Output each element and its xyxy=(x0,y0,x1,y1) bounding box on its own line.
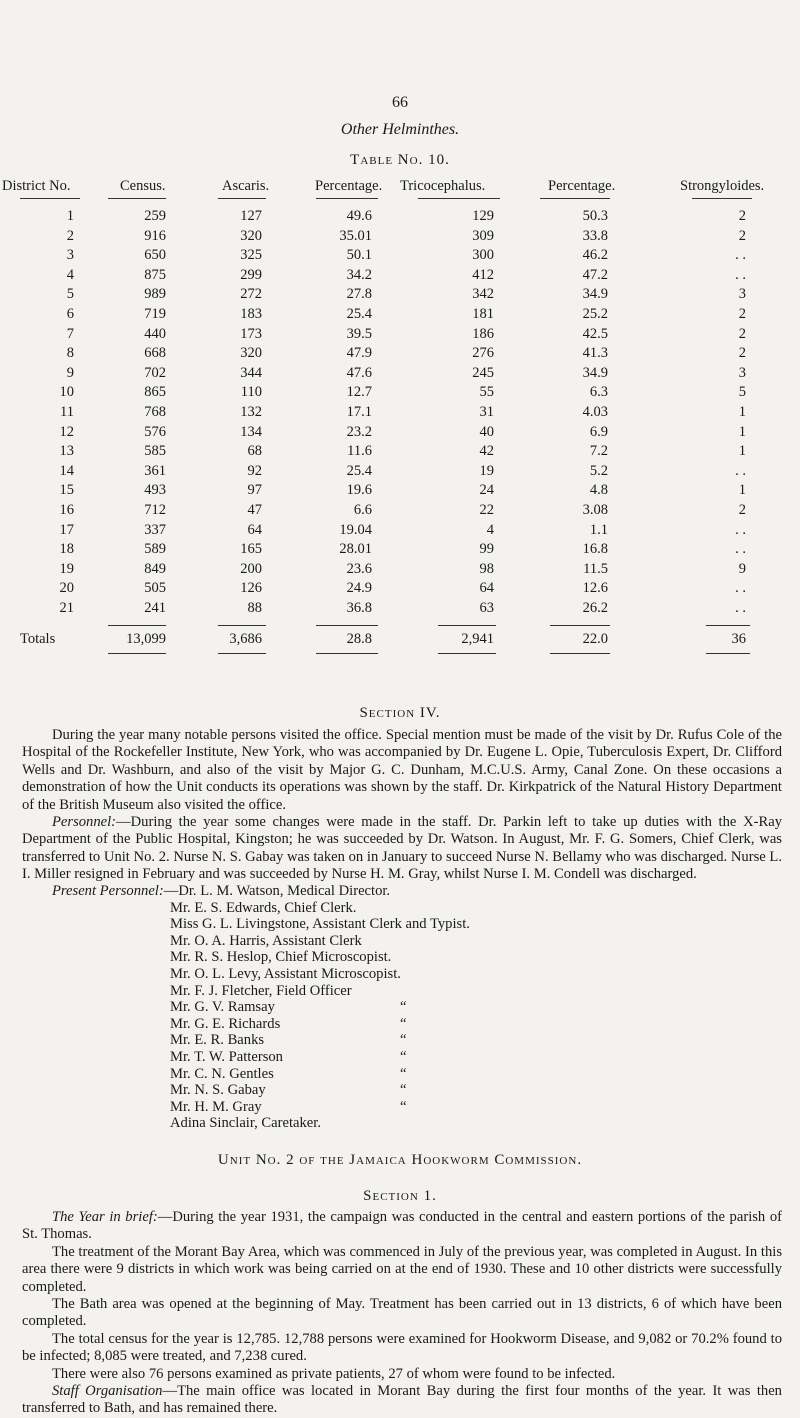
totals-rule-bottom xyxy=(316,653,378,654)
staff-organisation-label: Staff Organisation xyxy=(52,1383,163,1400)
totals-rule xyxy=(316,625,378,626)
staff-member xyxy=(22,1082,782,1099)
table-cell: 55 xyxy=(479,384,494,401)
table-cell: 183 xyxy=(240,305,262,322)
table-cell: 712 xyxy=(144,501,166,518)
table-cell: 2 xyxy=(738,305,746,322)
table-cell: 668 xyxy=(144,345,166,362)
table-cell: 16 xyxy=(59,501,74,518)
staff-member xyxy=(22,999,782,1016)
staff-member xyxy=(22,1049,782,1066)
table-cell: 576 xyxy=(144,423,166,440)
table-cell: 2 xyxy=(66,227,74,244)
table-cell: 276 xyxy=(472,345,494,362)
table-cell: 916 xyxy=(144,227,166,244)
table-header xyxy=(2,176,780,200)
header-rule xyxy=(540,198,610,199)
staff-member-name: Mr. N. S. Gabay xyxy=(170,1082,266,1099)
table-cell: 6.9 xyxy=(589,423,608,440)
staff-member-name: Mr. C. N. Gentles xyxy=(170,1065,274,1082)
table-cell: 589 xyxy=(144,541,166,558)
table-cell: 11.6 xyxy=(347,443,372,460)
table-cell: 42.5 xyxy=(582,325,608,342)
table-title: Table No. 10. xyxy=(350,152,450,168)
table-cell: 15 xyxy=(59,482,74,499)
table-cell: 19.6 xyxy=(346,482,372,499)
header-rule xyxy=(20,198,80,199)
table-cell: 129 xyxy=(472,208,494,224)
table-header-cell: Census. xyxy=(120,178,166,194)
table-cell: 31 xyxy=(479,403,494,420)
table-cell: 337 xyxy=(144,521,166,538)
table-cell: 33.8 xyxy=(582,227,608,244)
table-cell: 320 xyxy=(240,227,262,244)
header-rule xyxy=(218,198,266,199)
table-cell: 132 xyxy=(240,403,262,420)
present-personnel-label: Present Personnel: xyxy=(52,883,164,899)
personnel-text: —During the year some changes were made in the staff. Dr. Parkin left to take up duties with the X-Ray Department of the Public Hospital, Kingston; he was succeeded by Dr. Watson. In August, Mr. F. G. Somers, Chief Clerk, was transferred to Unit No. 2. Nurse N. S. Gabay was taken on in January to succeed Nurse N. Bellamy who was discharged. Nurse L. I. Miller resigned in February and was succeeded by Nurse H. M. Gray, whilst Nurse I. M. Condell was discharged. xyxy=(22,814,782,883)
table-cell: 299 xyxy=(240,266,262,283)
table-cell: . . xyxy=(735,266,746,283)
table-cell: 493 xyxy=(144,482,166,499)
table-cell: 24 xyxy=(479,482,494,499)
staff-member xyxy=(22,1032,782,1049)
table-cell: 4.8 xyxy=(589,482,608,499)
header-rule xyxy=(108,198,166,199)
table-cell: 18 xyxy=(59,541,74,558)
table-cell: 440 xyxy=(144,325,166,342)
table-cell: 5.2 xyxy=(589,462,608,479)
staff-member-name: Mr. H. M. Gray xyxy=(170,1098,262,1115)
table-cell: 2 xyxy=(738,208,746,224)
table-cell: 325 xyxy=(240,247,262,264)
page-number: 66 xyxy=(392,94,408,111)
table-cell: 768 xyxy=(144,403,166,420)
table-row xyxy=(20,228,780,248)
table-cell: 24.9 xyxy=(346,580,372,597)
ditto-mark: “ xyxy=(400,999,407,1016)
table-cell: 7.2 xyxy=(589,443,608,460)
table-cell: 719 xyxy=(144,305,166,322)
table-cell: 23.6 xyxy=(346,560,372,577)
staff-member xyxy=(22,983,782,1000)
totals-rule xyxy=(706,625,750,626)
table-cell: 1 xyxy=(738,423,746,440)
table-cell: 47.6 xyxy=(346,364,372,381)
table-cell: 110 xyxy=(240,384,262,401)
table-cell: 342 xyxy=(472,286,494,303)
staff-member xyxy=(22,900,782,917)
table-row xyxy=(20,522,780,542)
staff-member xyxy=(22,1016,782,1033)
table-cell: 88 xyxy=(247,599,262,616)
table-cell: 92 xyxy=(247,462,262,479)
visits-paragraph: During the year many notable persons visited the office. Special mention must be made of the visit by Dr. Rufus Cole of the Hospital of the Rockefeller Institute, New York, who was accompanied by Dr. Eugene L. Opie, Tuberculosis Expert, Dr. Clifford Wells and Dr. Washburn, and also of the visit by Major G. C. Dunham, M.C.U.S. Army, Canal Zone. On these occasions a demonstration of how the Unit conducts its operations was shown by the staff. Dr. Kirkpatrick of the Natural History Department of the British Museum also visited the office. xyxy=(22,727,782,813)
table-cell: 20 xyxy=(59,580,74,597)
table-cell: 34.2 xyxy=(346,266,372,283)
staff-organisation-text: —The main office was located in Morant Bay during the first four months of the year. It was then transferred to Bath, and has remained there. xyxy=(22,1383,782,1417)
table-cell: 1 xyxy=(738,403,746,420)
table-cell: 126 xyxy=(240,580,262,597)
table-cell: 165 xyxy=(240,541,262,558)
staff-member-name: Miss G. L. Livingstone, Assistant Clerk and Typist. xyxy=(170,916,470,933)
totals-rule xyxy=(438,625,496,626)
table-cell: 10 xyxy=(59,384,74,401)
table-cell: 9 xyxy=(66,364,74,381)
table-cell: 3 xyxy=(66,247,74,264)
table-cell: 64 xyxy=(479,580,494,597)
staff-member-name: Mr. O. L. Levy, Assistant Microscopist. xyxy=(170,965,401,982)
personnel-label: Personnel: xyxy=(52,814,117,831)
table-cell: 34.9 xyxy=(582,286,608,303)
table-cell: 35.01 xyxy=(339,227,372,244)
table-row xyxy=(20,600,780,620)
morant-bay-paragraph: The treatment of the Morant Bay Area, which was commenced in July of the previous year, was completed in August. In this area there were 9 districts in which work was being carried on at the end of 1930. These and 10 other districts were successfully completed. xyxy=(22,1243,782,1295)
table-cell: 11 xyxy=(60,403,74,420)
ditto-mark: “ xyxy=(400,1015,407,1032)
table-cell: 309 xyxy=(472,227,494,244)
table-cell: 2 xyxy=(738,501,746,518)
table-cell: 19 xyxy=(59,560,74,577)
table-row xyxy=(20,306,780,326)
table-cell: 875 xyxy=(144,266,166,283)
table-cell: 49.6 xyxy=(346,208,372,224)
table-cell: 4 xyxy=(486,521,494,538)
table-cell: 19 xyxy=(479,462,494,479)
table-cell: 7 xyxy=(66,325,74,342)
table-row xyxy=(20,424,780,444)
table-cell: 2 xyxy=(738,227,746,244)
totals-rule xyxy=(550,625,610,626)
year-in-brief-text: —During the year 1931, the campaign was conducted in the central and eastern portions of the parish of St. Thomas. xyxy=(22,1209,782,1243)
table-cell: 865 xyxy=(144,384,166,401)
table-cell: 4 xyxy=(66,266,74,283)
staff-member xyxy=(22,966,782,983)
staff-member-name: Mr. O. A. Harris, Assistant Clerk xyxy=(170,932,362,949)
table-header-cell: Percentage. xyxy=(315,178,383,194)
table-cell: 23.2 xyxy=(346,423,372,440)
table-cell: 181 xyxy=(472,305,494,322)
staff-member-name: Mr. G. V. Ramsay xyxy=(170,999,275,1016)
table-row xyxy=(20,580,780,600)
totals-rule-bottom xyxy=(706,653,750,654)
totals-rule xyxy=(218,625,266,626)
table-cell: 50.1 xyxy=(346,247,372,264)
helminthes-table xyxy=(2,176,780,657)
totals-label: Totals xyxy=(20,631,56,648)
table-cell: 186 xyxy=(472,325,494,342)
table-cell: 39.5 xyxy=(346,325,372,342)
table-body xyxy=(20,208,780,619)
table-cell: 1.1 xyxy=(589,521,608,538)
table-cell: 3 xyxy=(738,286,746,303)
table-cell: . . xyxy=(735,541,746,558)
table-cell: 300 xyxy=(472,247,494,264)
table-cell: 320 xyxy=(240,345,262,362)
table-row xyxy=(20,482,780,502)
table-cell: 19.04 xyxy=(339,521,372,538)
table-cell: 47 xyxy=(247,501,262,518)
table-cell: 42 xyxy=(479,443,494,460)
table-cell: 50.3 xyxy=(582,208,608,224)
totals-cell: 3,686 xyxy=(229,631,262,648)
table-cell: . . xyxy=(735,580,746,597)
table-cell: 12 xyxy=(59,423,74,440)
table-row xyxy=(20,365,780,385)
table-cell: 36.8 xyxy=(346,599,372,616)
table-row xyxy=(20,443,780,463)
table-cell: . . xyxy=(735,462,746,479)
totals-rule-bottom xyxy=(438,653,496,654)
table-row xyxy=(20,404,780,424)
year-in-brief-paragraph xyxy=(22,1209,782,1244)
table-cell: . . xyxy=(735,521,746,538)
table-cell: 99 xyxy=(479,541,494,558)
table-cell: 5 xyxy=(66,286,74,303)
table-row xyxy=(20,247,780,267)
totals-cell: 22.0 xyxy=(582,631,608,648)
totals-rule xyxy=(108,625,166,626)
table-cell: 68 xyxy=(247,443,262,460)
table-cell: 2 xyxy=(738,325,746,342)
table-cell: 412 xyxy=(472,266,494,283)
table-header-cell: District No. xyxy=(2,178,71,194)
year-in-brief-label: The Year in brief: xyxy=(52,1209,158,1225)
table-cell: 241 xyxy=(144,599,166,616)
staff-member-name: Mr. T. W. Patterson xyxy=(170,1048,283,1065)
medical-director: —Dr. L. M. Watson, Medical Director. xyxy=(163,883,391,899)
table-cell: 11.5 xyxy=(583,560,608,577)
table-totals-row xyxy=(20,631,780,657)
staff-member xyxy=(22,949,782,966)
table-row xyxy=(20,502,780,522)
table-cell: 46.2 xyxy=(582,247,608,264)
bath-paragraph: The Bath area was opened at the beginning of May. Treatment has been carried out in 13 districts, 6 of which have been completed. xyxy=(22,1296,782,1330)
ditto-mark: “ xyxy=(400,1098,407,1115)
table-cell: 98 xyxy=(479,560,494,577)
table-header-cell: Tricocephalus. xyxy=(400,178,486,194)
table-cell: 3 xyxy=(738,364,746,381)
table-cell: 361 xyxy=(144,462,166,479)
staff-member-name: Mr. E. S. Edwards, Chief Clerk. xyxy=(170,899,357,916)
table-cell: 47.2 xyxy=(582,266,608,283)
table-cell: 41.3 xyxy=(582,345,608,362)
table-cell: 26.2 xyxy=(582,599,608,616)
section-title: Other Helminthes. xyxy=(340,121,460,138)
totals-rule-bottom xyxy=(218,653,266,654)
staff-member xyxy=(22,916,782,933)
ditto-mark: “ xyxy=(400,1048,407,1065)
table-cell: 21 xyxy=(59,599,74,616)
table-row xyxy=(20,345,780,365)
table-cell: 6 xyxy=(66,305,74,322)
ditto-mark: “ xyxy=(400,1065,407,1082)
table-row xyxy=(20,286,780,306)
table-cell: 1 xyxy=(738,482,746,499)
table-cell: 17 xyxy=(59,521,74,538)
table-cell: . . xyxy=(735,247,746,264)
header-rule xyxy=(418,198,500,199)
unit-2-text xyxy=(22,1209,782,1418)
table-cell: 25.2 xyxy=(582,305,608,322)
table-cell: 12.6 xyxy=(582,580,608,597)
table-cell: 173 xyxy=(240,325,262,342)
table-header-cell: Percentage. xyxy=(548,178,616,194)
section-iv-text xyxy=(22,727,782,884)
table-cell: 17.1 xyxy=(346,403,372,420)
table-cell: 1 xyxy=(738,443,746,460)
table-cell: 127 xyxy=(240,208,262,224)
totals-rule-bottom xyxy=(108,653,166,654)
table-cell: 34.9 xyxy=(582,364,608,381)
table-cell: 585 xyxy=(144,443,166,460)
table-cell: 4.03 xyxy=(582,403,608,420)
ditto-mark: “ xyxy=(400,1032,407,1049)
table-cell: 272 xyxy=(240,286,262,303)
totals-cell: 13,099 xyxy=(126,631,166,648)
table-cell: 505 xyxy=(144,580,166,597)
table-cell: 8 xyxy=(66,345,74,362)
table-cell: 64 xyxy=(247,521,262,538)
section-iv-heading: Section IV. xyxy=(359,705,441,721)
staff-member-name: Mr. E. R. Banks xyxy=(170,1032,265,1049)
table-cell: 989 xyxy=(144,286,166,303)
header-rule xyxy=(692,198,752,199)
staff-member xyxy=(22,1099,782,1116)
table-cell: 134 xyxy=(240,423,262,440)
census-paragraph: The total census for the year is 12,785. 12,788 persons were examined for Hookworm Disease, and 9,082 or 70.2% found to be infected; 8,085 were treated, and 7,238 cured. xyxy=(22,1330,782,1365)
unit-2-section-heading: Section 1. xyxy=(363,1188,437,1204)
table-cell: 28.01 xyxy=(339,541,372,558)
table-cell: 13 xyxy=(59,443,74,460)
table-header-cell: Ascaris. xyxy=(222,178,270,194)
table-cell: 63 xyxy=(479,599,494,616)
table-cell: 14 xyxy=(59,462,74,479)
table-row xyxy=(20,561,780,581)
table-cell: 3.08 xyxy=(582,501,608,518)
table-cell: 22 xyxy=(479,501,494,518)
table-row xyxy=(20,463,780,483)
table-header-cell: Strongyloides. xyxy=(680,178,765,194)
totals-cell: 36 xyxy=(731,631,746,648)
table-row xyxy=(20,541,780,561)
staff-member xyxy=(22,1115,782,1132)
table-cell: 47.9 xyxy=(346,345,372,362)
staff-member-name: Mr. F. J. Fletcher, Field Officer xyxy=(170,982,352,999)
staff-member-name: Adina Sinclair, Caretaker. xyxy=(170,1115,321,1132)
table-cell: 6.6 xyxy=(353,501,372,518)
staff-member xyxy=(22,933,782,950)
table-cell: 25.4 xyxy=(346,462,372,479)
table-cell: 650 xyxy=(144,247,166,264)
totals-cell: 2,941 xyxy=(461,631,494,648)
table-cell: 25.4 xyxy=(346,305,372,322)
table-row xyxy=(20,326,780,346)
table-cell: 40 xyxy=(479,423,494,440)
table-cell: 9 xyxy=(738,560,746,577)
present-personnel-lead xyxy=(22,883,782,900)
table-cell: 259 xyxy=(144,208,166,224)
table-cell: 6.3 xyxy=(589,384,608,401)
totals-rule-bottom xyxy=(550,653,610,654)
staff-member xyxy=(22,1066,782,1083)
table-cell: 1 xyxy=(66,208,74,224)
table-row xyxy=(20,208,780,228)
staff-member-name: Mr. R. S. Heslop, Chief Microscopist. xyxy=(170,949,392,966)
staff-organisation-paragraph xyxy=(22,1383,782,1418)
table-cell: 702 xyxy=(144,364,166,381)
table-cell: 2 xyxy=(738,345,746,362)
table-cell: 344 xyxy=(240,364,262,381)
staff-member-name: Mr. G. E. Richards xyxy=(170,1015,281,1032)
present-personnel xyxy=(22,883,782,1132)
staff-list xyxy=(22,900,782,1132)
table-cell: 12.7 xyxy=(346,384,372,401)
unit-2-heading: Unit No. 2 of the Jamaica Hookworm Commission. xyxy=(217,1152,583,1168)
ditto-mark: “ xyxy=(400,1082,407,1099)
personnel-paragraph xyxy=(22,814,782,884)
table-cell: 27.8 xyxy=(346,286,372,303)
table-cell: . . xyxy=(735,599,746,616)
table-cell: 849 xyxy=(144,560,166,577)
table-row xyxy=(20,384,780,404)
table-cell: 200 xyxy=(240,560,262,577)
totals-cell: 28.8 xyxy=(346,631,372,648)
table-cell: 16.8 xyxy=(582,541,608,558)
header-rule xyxy=(316,198,378,199)
table-cell: 245 xyxy=(472,364,494,381)
table-cell: 5 xyxy=(738,384,746,401)
private-patients-paragraph: There were also 76 persons examined as private patients, 27 of whom were found to be infected. xyxy=(52,1365,616,1382)
table-cell: 97 xyxy=(247,482,262,499)
table-row xyxy=(20,267,780,287)
